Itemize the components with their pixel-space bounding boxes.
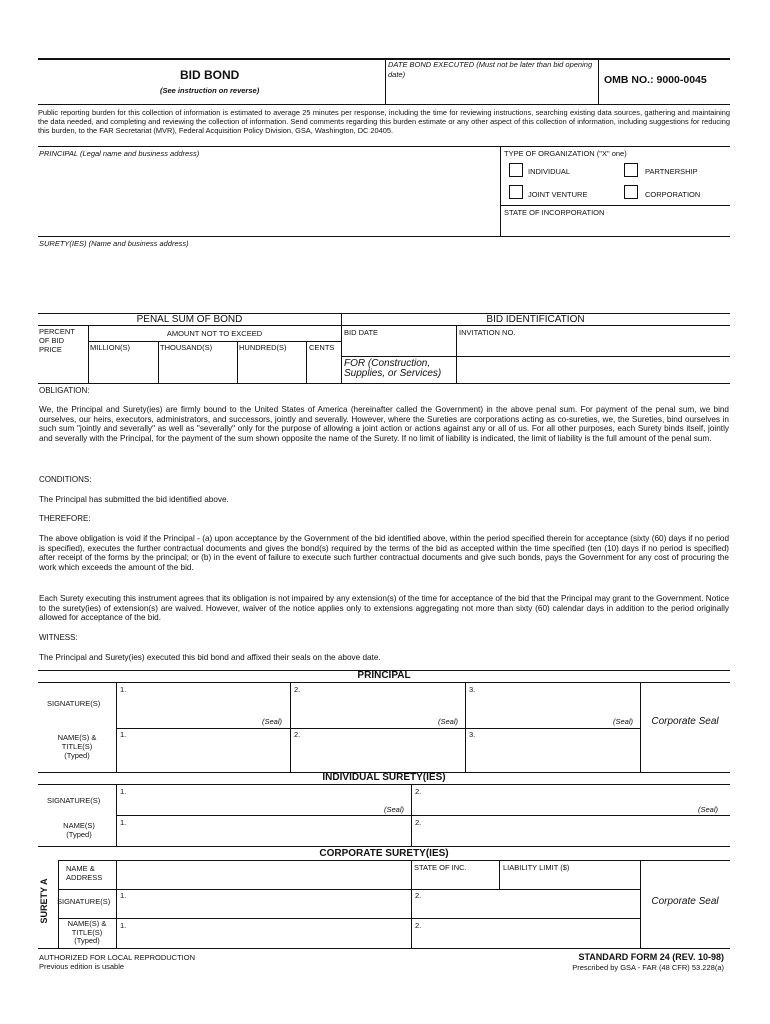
percent-of-bid-label: PERCENT OF BID PRICE: [39, 327, 75, 354]
principal-col-seal: [640, 682, 641, 772]
principal-name-1-num: 1.: [120, 730, 127, 739]
individual-sig-1-num: 1.: [120, 787, 127, 796]
amount-sub-rule: [88, 341, 341, 342]
corporate-label-col: [116, 860, 117, 948]
state-of-inc-label[interactable]: STATE OF INC.: [414, 863, 467, 872]
conditions-heading: CONDITIONS:: [39, 475, 92, 484]
individual-sec-sub: [38, 784, 730, 785]
principal-name-field-3[interactable]: [469, 740, 640, 770]
corporate-name-field-1[interactable]: [120, 928, 410, 946]
amount-not-to-exceed-label: AMOUNT NOT TO EXCEED: [166, 329, 263, 338]
millions-label: MILLION(S): [90, 343, 131, 352]
individual-checkbox[interactable]: [509, 163, 523, 177]
corporate-sig-1-num: 1.: [120, 891, 127, 900]
state-rule: [500, 205, 730, 206]
prescribed-by: Prescribed by GSA - FAR (48 CFR) 53.228(a): [572, 963, 724, 972]
individual-names-rule: [116, 815, 730, 816]
corporate-name-2-num: 2.: [415, 921, 422, 930]
witness-text: The Principal and Surety(ies) executed this bid bond and affixed their seals on the above date.: [39, 653, 381, 662]
corporate-col-2: [411, 860, 412, 948]
principal-signatures-label: SIGNATURE(S): [47, 699, 101, 708]
principal-names-label: NAME(S) & TITLE(S) (Typed): [57, 733, 97, 760]
individual-name-1-num: 1.: [120, 818, 127, 827]
corporate-sig-2-num: 2.: [415, 891, 422, 900]
therefore-heading: THEREFORE:: [39, 514, 91, 523]
corporate-bottom-rule: [38, 948, 730, 949]
principal-top-rule: [38, 146, 730, 147]
principal-seal-2: (Seal): [438, 717, 459, 726]
principal-label-col: [116, 682, 117, 772]
corporate-name-1-num: 1.: [120, 921, 127, 930]
principal-sig-1-num: 1.: [120, 685, 127, 694]
penal-bid-divider: [341, 313, 342, 383]
omb-number: OMB NO.: 9000-0045: [604, 74, 707, 86]
principal-sec-sub: [38, 682, 730, 683]
header-bottom-rule: [38, 104, 730, 105]
corporate-surety-seal: Corporate Seal: [651, 896, 719, 907]
millions-divider: [158, 341, 159, 383]
for-label[interactable]: FOR (Construction, Supplies, or Services): [344, 358, 442, 379]
header-divider-2: [598, 58, 599, 104]
principal-seal-3: (Seal): [613, 717, 634, 726]
individual-names-label: NAME(S) (Typed): [63, 821, 95, 839]
corporate-name-address-label: NAME & ADDRESS: [66, 864, 103, 882]
corporation-label: CORPORATION: [645, 190, 701, 199]
thousands-divider: [237, 341, 238, 383]
hundreds-label: HUNDRED(S): [239, 343, 287, 352]
partnership-checkbox[interactable]: [624, 163, 638, 177]
principal-col-3: [465, 682, 466, 772]
individual-signatures-label: SIGNATURE(S): [47, 796, 101, 805]
corporate-col-seal: [640, 860, 641, 948]
penal-bottom-rule: [38, 383, 730, 384]
partnership-label: PARTNERSHIP: [645, 167, 698, 176]
org-divider: [500, 146, 501, 236]
cents-label: CENTS: [309, 343, 335, 352]
header-divider: [385, 58, 386, 104]
principal-names-rule: [116, 728, 640, 729]
therefore-text-2: Each Surety executing this instrument agrees that its obligation is not impaired by any extension(s) of the time for acceptance of the bid that the Principal may grant to the Government. Notice to the surety(ies) of extension(s) are waived. However, waiver of the notice applies only to extensions aggregating not more than sixty (60) calendar days in addition to the period originally allowed for acceptance of the bid.: [39, 594, 729, 623]
principal-name-field-1[interactable]: [120, 740, 290, 770]
individual-signature-2[interactable]: [415, 786, 729, 814]
obligation-text: We, the Principal and Surety(ies) are firmly bound to the United States of America (hereinafter called the Government) in the above penal sum. For payment of the penal sum, we bind ourselves, our heirs, executors, administrators, and successors, jointly and severally. However, where the Sureties are corporations acting as co-sureties, we, the Sureties, bind ourselves in such sum "jointly and severally" as well as "severally" only for the purpose of allowing a joint action or actions against any or all of us. For all other purposes, each Surety binds itself, jointly and severally with the Principal, for the payment of the sum shown opposite the name of the Surety. If no limit of liability is indicated, the limit of liability is the full amount of the penal sum.: [39, 405, 729, 443]
liability-limit-label[interactable]: LIABILITY LIMIT ($): [503, 863, 570, 872]
authorized-reproduction: AUTHORIZED FOR LOCAL REPRODUCTION: [39, 953, 195, 962]
principal-name-2-num: 2.: [294, 730, 301, 739]
date-executed-label[interactable]: DATE BOND EXECUTED (Must not be later than bid opening date): [388, 60, 593, 79]
principal-name-field-2[interactable]: [294, 740, 465, 770]
obligation-heading: OBLIGATION:: [39, 386, 90, 395]
for-rule: [341, 356, 730, 357]
corporate-signature-2[interactable]: [415, 891, 639, 917]
bid-date-divider: [456, 325, 457, 383]
joint-venture-label: JOINT VENTURE: [528, 190, 588, 199]
individual-seal-1: (Seal): [384, 805, 405, 814]
principal-name-3-num: 3.: [469, 730, 476, 739]
sureties-label[interactable]: SURETY(IES) (Name and business address): [39, 239, 189, 248]
form-subtitle: (See instruction on reverse): [160, 86, 260, 95]
principal-seal-1: (Seal): [262, 717, 283, 726]
penal-sum-header: PENAL SUM OF BOND: [136, 314, 243, 325]
principal-label[interactable]: PRINCIPAL (Legal name and business address): [39, 149, 200, 158]
standard-form-number: STANDARD FORM 24 (REV. 10-98): [578, 952, 724, 962]
joint-venture-checkbox[interactable]: [509, 185, 523, 199]
principal-sig-3-num: 3.: [469, 685, 476, 694]
therefore-text-1: The above obligation is void if the Principal - (a) upon acceptance by the Government of the bid identified above, within the period specified therein for acceptance (sixty (60) days if no period is specified), executes the further contractual documents and gives the bond(s) required by the terms of the bid as accepted within the time specified (ten (10) days if no period is specified) after receipt of the forms by the principal; or (b) in the event of failure to execute such further contractual documents and give such bonds, pays the Government for any cost of procuring the work which exceeds the amount of the bid.: [39, 534, 729, 572]
top-rule: [38, 58, 730, 60]
witness-heading: WITNESS:: [39, 633, 78, 642]
corporate-names-rule: [58, 918, 640, 919]
bid-date-label[interactable]: BID DATE: [344, 328, 379, 337]
individual-name-2-num: 2.: [415, 818, 422, 827]
penal-sub-rule: [38, 325, 730, 326]
corporate-name-field-2[interactable]: [415, 928, 639, 946]
surety-a-side-label: SURETY A: [39, 878, 49, 924]
conditions-text: The Principal has submitted the bid identified above.: [39, 495, 229, 504]
individual-name-field-2[interactable]: [415, 826, 729, 844]
individual-label: INDIVIDUAL: [528, 167, 571, 176]
invitation-no-label[interactable]: INVITATION NO.: [459, 328, 516, 337]
principal-corporate-seal: Corporate Seal: [651, 716, 719, 727]
principal-section-header: PRINCIPAL: [357, 670, 411, 681]
corporate-liability-col: [499, 860, 500, 889]
principal-sig-2-num: 2.: [294, 685, 301, 694]
corporate-name-address-field[interactable]: [120, 862, 410, 888]
principal-col-2: [290, 682, 291, 772]
corporate-names-label: NAME(S) & TITLE(S) (Typed): [67, 919, 107, 945]
corporate-sig-rule: [58, 889, 640, 890]
corporation-checkbox[interactable]: [624, 185, 638, 199]
burden-statement: Public reporting burden for this collection of information is estimated to average 25 minutes per response, including the time for reviewing instructions, searching existing data sources, gathering and maintaining the data needed, and completing and reviewing the collection of information. Send comments regarding this burden estimate or any other aspect of this collection of information, including suggestions for reducing this burden, to the FAR Secretariat (MVR), Federal Acquisition Policy Division, GSA, Washington, DC 20405.: [38, 108, 730, 135]
corporate-surety-header: CORPORATE SURETY(IES): [319, 848, 449, 859]
corporate-sec-top: [38, 846, 730, 847]
state-of-incorporation-label[interactable]: STATE OF INCORPORATION: [504, 208, 605, 217]
form-title: BID BOND: [180, 68, 240, 82]
thousands-label: THOUSAND(S): [160, 343, 213, 352]
individual-sig-2-num: 2.: [415, 787, 422, 796]
individual-signature-1[interactable]: [120, 786, 410, 814]
individual-surety-header: INDIVIDUAL SURETY(IES): [322, 772, 446, 783]
sureties-top-rule: [38, 236, 730, 237]
corporate-sec-sub: [58, 860, 730, 861]
individual-seal-2: (Seal): [698, 805, 719, 814]
previous-edition: Previous edition is usable: [39, 962, 125, 971]
hundreds-divider: [306, 341, 307, 383]
bid-identification-header: BID IDENTIFICATION: [486, 314, 585, 325]
corporate-signature-1[interactable]: [120, 891, 410, 917]
individual-name-field-1[interactable]: [120, 826, 410, 844]
org-type-label: TYPE OF ORGANIZATION ("X" one): [504, 149, 627, 158]
corporate-signatures-label: SIGNATURE(S): [57, 897, 111, 906]
